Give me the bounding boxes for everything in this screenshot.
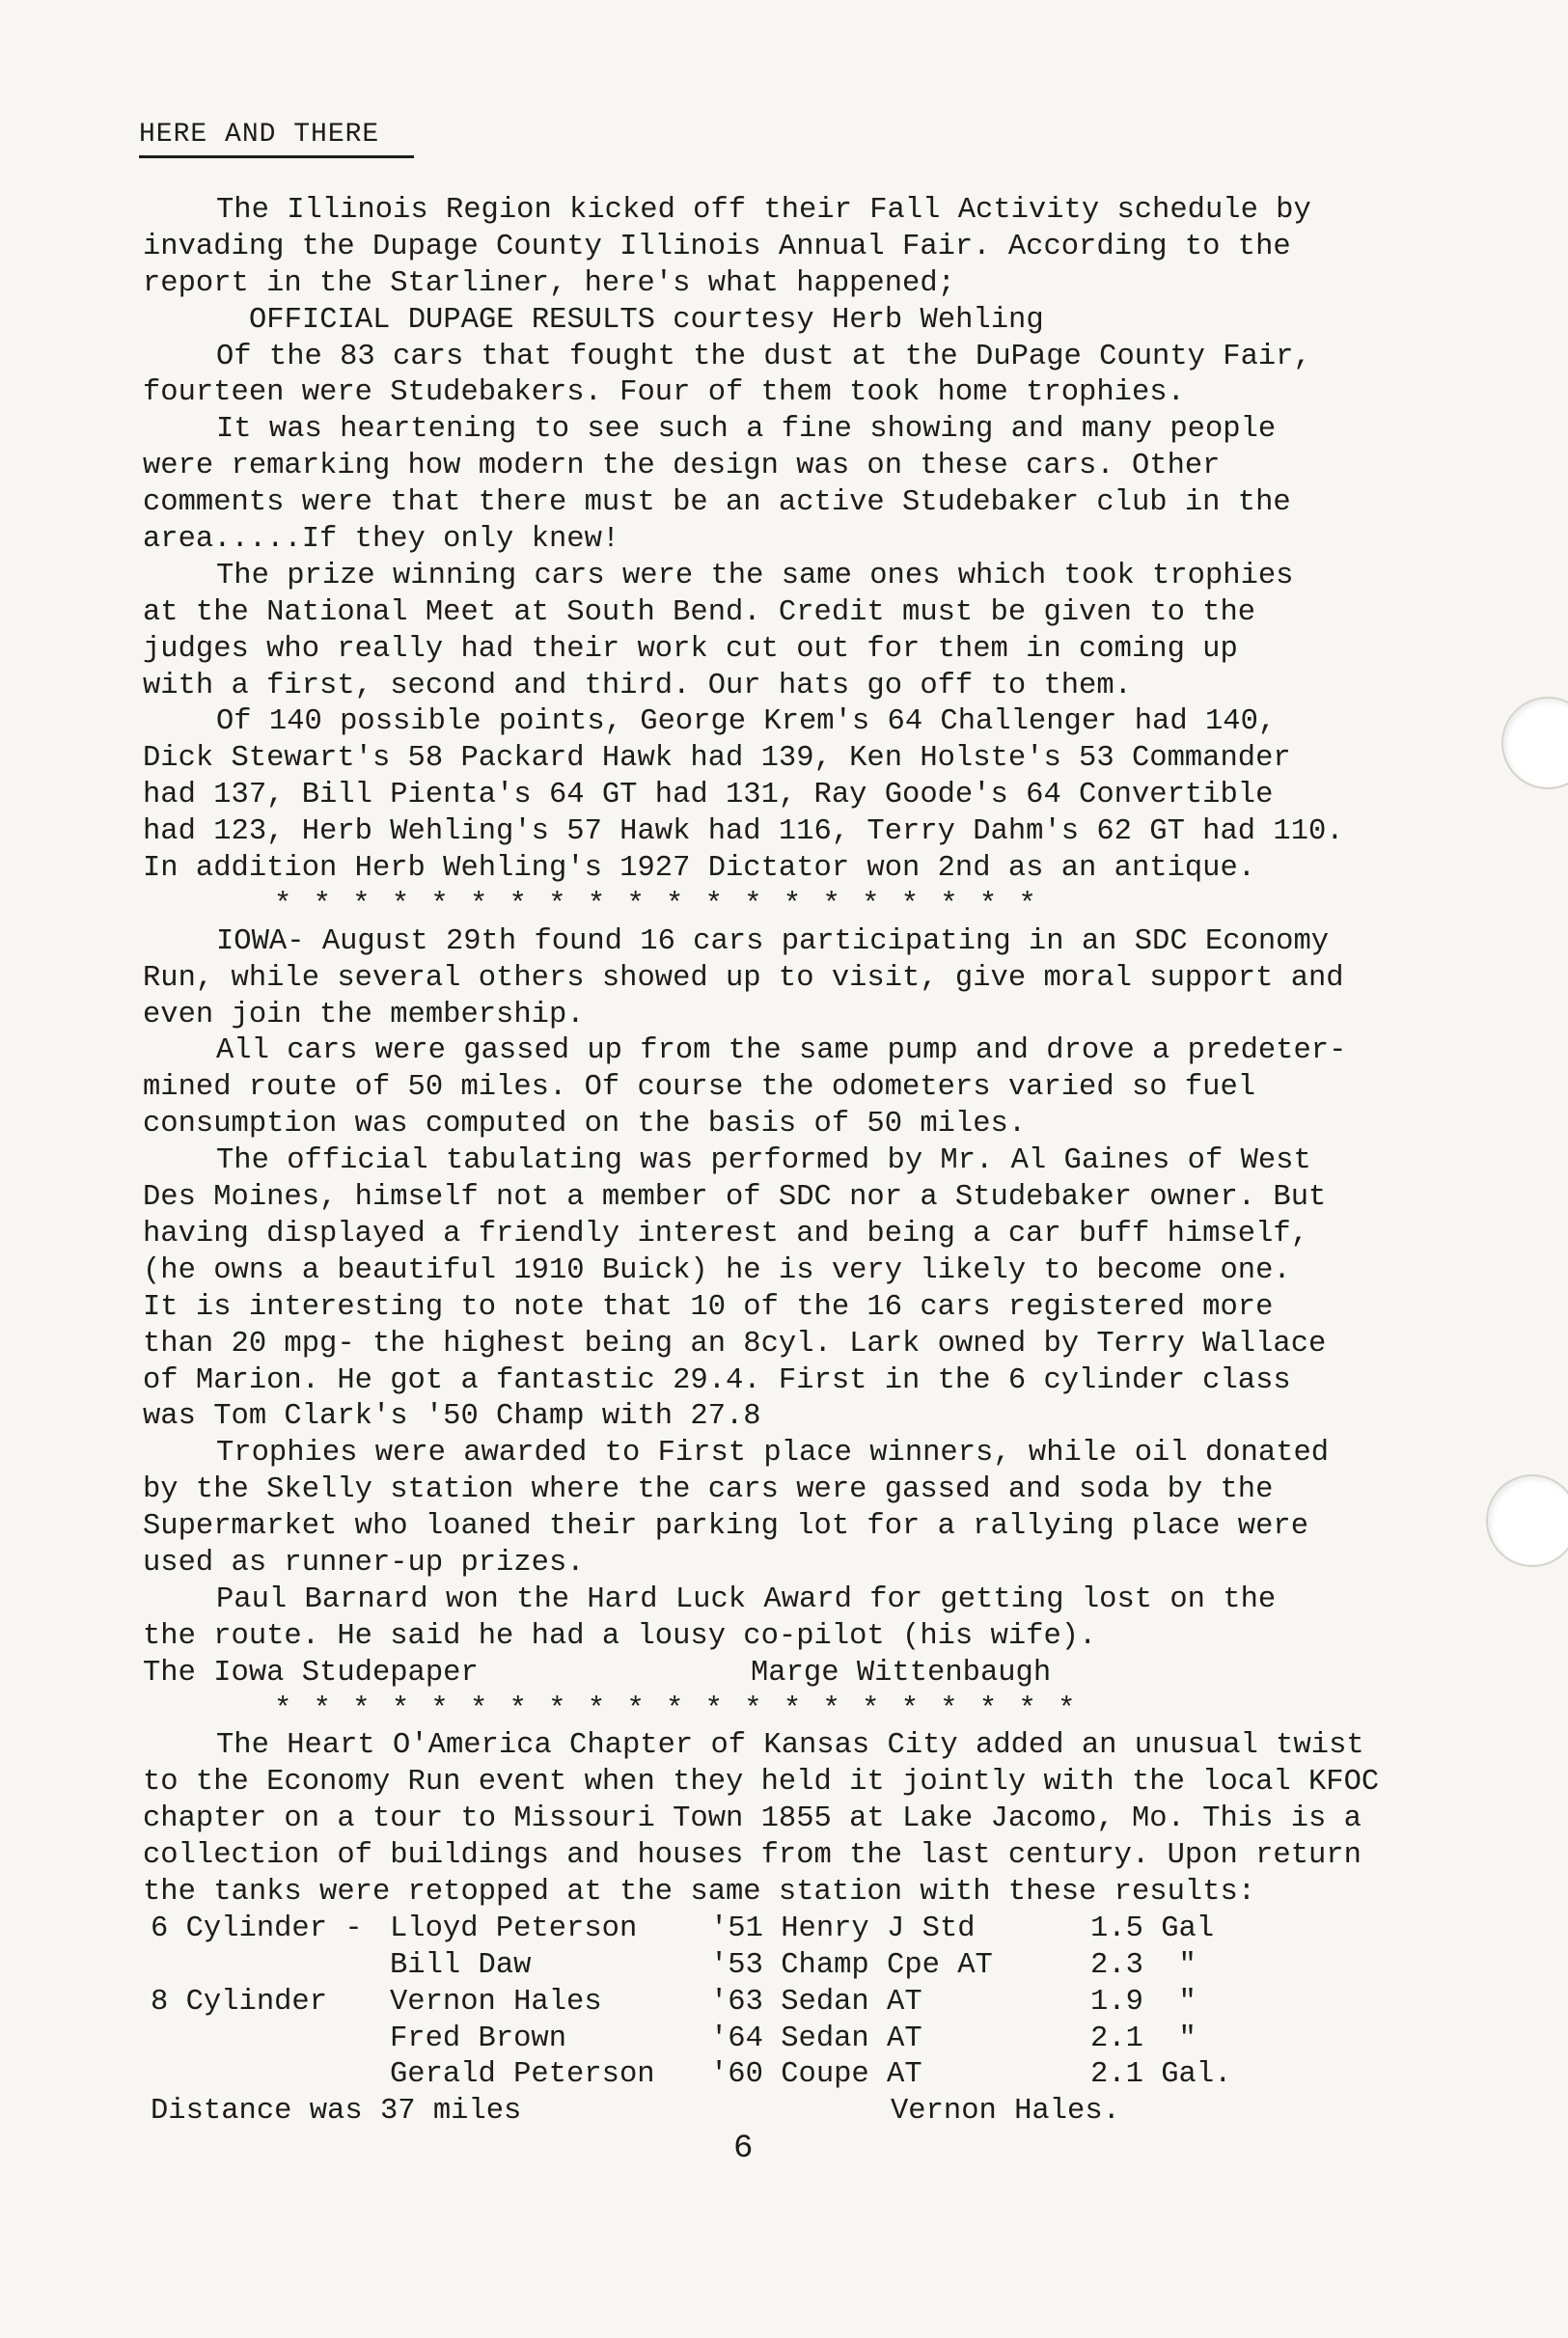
- section-divider: * * * * * * * * * * * * * * * * * * * * *: [274, 1692, 1078, 1726]
- text-line: The Illinois Region kicked off their Fall Activity schedule by: [216, 194, 1311, 227]
- text-line: Supermarket who loaned their parking lot for a rallying place were: [143, 1510, 1308, 1544]
- text-line: of Marion. He got a fantastic 29.4. First in the 6 cylinder class: [143, 1363, 1291, 1397]
- result-row: [143, 2022, 1436, 2058]
- text-line: had 123, Herb Wehling's 57 Hawk had 116, Terry Dahm's 62 GT had 110.: [143, 815, 1344, 849]
- source-credit: The Iowa Studepaper: [143, 1656, 479, 1690]
- driver-name: Lloyd Peterson: [390, 1912, 638, 1945]
- text-line: The official tabulating was performed by Mr. Al Gaines of West: [216, 1144, 1311, 1178]
- car-model: '53 Champ Cpe AT: [710, 1948, 993, 1982]
- text-line: Dick Stewart's 58 Packard Hawk had 139, Ken Holste's 53 Commander: [143, 742, 1291, 776]
- text-line: the tanks were retopped at the same station with these results:: [143, 1875, 1256, 1909]
- text-line: chapter on a tour to Missouri Town 1855 at Lake Jacomo, Mo. This is a: [143, 1802, 1362, 1836]
- text-line: Run, while several others showed up to visit, give moral support and: [143, 961, 1344, 995]
- result-row: [143, 1912, 1436, 1948]
- report-author: Vernon Hales.: [891, 2095, 1120, 2129]
- driver-name: Fred Brown: [390, 2022, 567, 2055]
- text-line: had 137, Bill Pienta's 64 GT had 131, Ray Goode's 64 Convertible: [143, 779, 1274, 812]
- text-line: with a first, second and third. Our hats go off to them.: [143, 669, 1132, 702]
- text-line: fourteen were Studebakers. Four of them took home trophies.: [143, 376, 1185, 410]
- gallons-used: 2.3 ": [1090, 1948, 1197, 1982]
- driver-name: Vernon Hales: [390, 1985, 602, 2019]
- text-line: used as runner-up prizes.: [143, 1546, 585, 1580]
- text-line: It is interesting to note that 10 of the 16 cars registered more: [143, 1290, 1274, 1324]
- gallons-used: 1.5 Gal: [1090, 1912, 1215, 1945]
- result-row: [143, 1985, 1436, 2022]
- result-row: [143, 2057, 1436, 2094]
- text-line: mined route of 50 miles. Of course the odometers varied so fuel: [143, 1071, 1256, 1105]
- text-line: report in the Starliner, here's what happened;: [143, 266, 955, 300]
- text-line: The Heart O'America Chapter of Kansas City added an unusual twist: [216, 1729, 1364, 1763]
- car-model: '51 Henry J Std: [710, 1912, 976, 1945]
- binder-hole: [1486, 1474, 1568, 1567]
- section-heading: HERE AND THERE: [139, 120, 414, 158]
- text-line: collection of buildings and houses from the last century. Upon return: [143, 1839, 1362, 1873]
- text-line: than 20 mpg- the highest being an 8cyl. Lark owned by Terry Wallace: [143, 1327, 1327, 1361]
- distance-note: Distance was 37 miles: [151, 2095, 522, 2129]
- text-line: It was heartening to see such a fine showing and many people: [216, 413, 1277, 447]
- binder-hole: [1501, 697, 1568, 789]
- driver-name: Gerald Peterson: [390, 2058, 655, 2092]
- text-line: Of the 83 cars that fought the dust at the DuPage County Fair,: [216, 340, 1311, 373]
- gallons-used: 2.1 ": [1090, 2022, 1197, 2055]
- illinois-iowa-reports: [143, 193, 1436, 1656]
- results-footer: [143, 2094, 1436, 2142]
- text-line: judges who really had their work cut out for them in coming up: [143, 632, 1238, 666]
- text-line: at the National Meet at South Bend. Credit must be given to the: [143, 595, 1256, 629]
- signature-row: [143, 1656, 1436, 1692]
- article-body: [143, 193, 1436, 2142]
- economy-results-table: [143, 1912, 1436, 2094]
- section-divider: * * * * * * * * * * * * * * * * * * * *: [274, 888, 1038, 921]
- text-line: comments were that there must be an active Studebaker club in the: [143, 486, 1291, 520]
- result-row: [143, 1948, 1436, 1985]
- kansas-city-report: [143, 1728, 1436, 1911]
- text-line: Trophies were awarded to First place winners, while oil donated: [216, 1437, 1330, 1471]
- text-line: (he owns a beautiful 1910 Buick) he is very likely to become one.: [143, 1253, 1291, 1287]
- gallons-used: 2.1 Gal.: [1090, 2058, 1232, 2092]
- text-line: All cars were gassed up from the same pump and drove a predeter-: [216, 1034, 1347, 1068]
- text-line: OFFICIAL DUPAGE RESULTS courtesy Herb Wehling: [249, 303, 1044, 337]
- text-line: invading the Dupage County Illinois Annual Fair. According to the: [143, 230, 1291, 263]
- text-line: the route. He said he had a lousy co-pilot (his wife).: [143, 1619, 1097, 1653]
- text-line: Of 140 possible points, George Krem's 64 Challenger had 140,: [216, 705, 1277, 739]
- page-number: 6: [733, 2131, 754, 2167]
- car-model: '60 Coupe AT: [710, 2058, 922, 2092]
- text-line: In addition Herb Wehling's 1927 Dictator won 2nd as an antique.: [143, 852, 1256, 886]
- text-line: even join the membership.: [143, 998, 585, 1031]
- text-line: Paul Barnard won the Hard Luck Award for getting lost on the: [216, 1582, 1277, 1616]
- car-model: '64 Sedan AT: [710, 2022, 922, 2055]
- author-credit: Marge Wittenbaugh: [751, 1656, 1052, 1690]
- text-line: to the Economy Run event when they held it jointly with the local KFOC: [143, 1766, 1380, 1800]
- driver-name: Bill Daw: [390, 1948, 532, 1982]
- gallons-used: 1.9 ": [1090, 1985, 1197, 2019]
- text-line: were remarking how modern the design was on these cars. Other: [143, 450, 1221, 483]
- cylinder-class: 6 Cylinder -: [151, 1912, 363, 1945]
- cylinder-class: 8 Cylinder: [151, 1985, 328, 2019]
- car-model: '63 Sedan AT: [710, 1985, 922, 2019]
- text-line: having displayed a friendly interest and being a car buff himself,: [143, 1217, 1308, 1251]
- text-line: Des Moines, himself not a member of SDC nor a Studebaker owner. But: [143, 1181, 1327, 1215]
- text-line: IOWA- August 29th found 16 cars participating in an SDC Economy: [216, 924, 1330, 958]
- text-line: consumption was computed on the basis of 50 miles.: [143, 1108, 1027, 1141]
- text-line: area.....If they only knew!: [143, 523, 620, 557]
- text-line: by the Skelly station where the cars were gassed and soda by the: [143, 1473, 1274, 1507]
- text-line: The prize winning cars were the same ones which took trophies: [216, 559, 1294, 592]
- text-line: was Tom Clark's '50 Champ with 27.8: [143, 1400, 761, 1434]
